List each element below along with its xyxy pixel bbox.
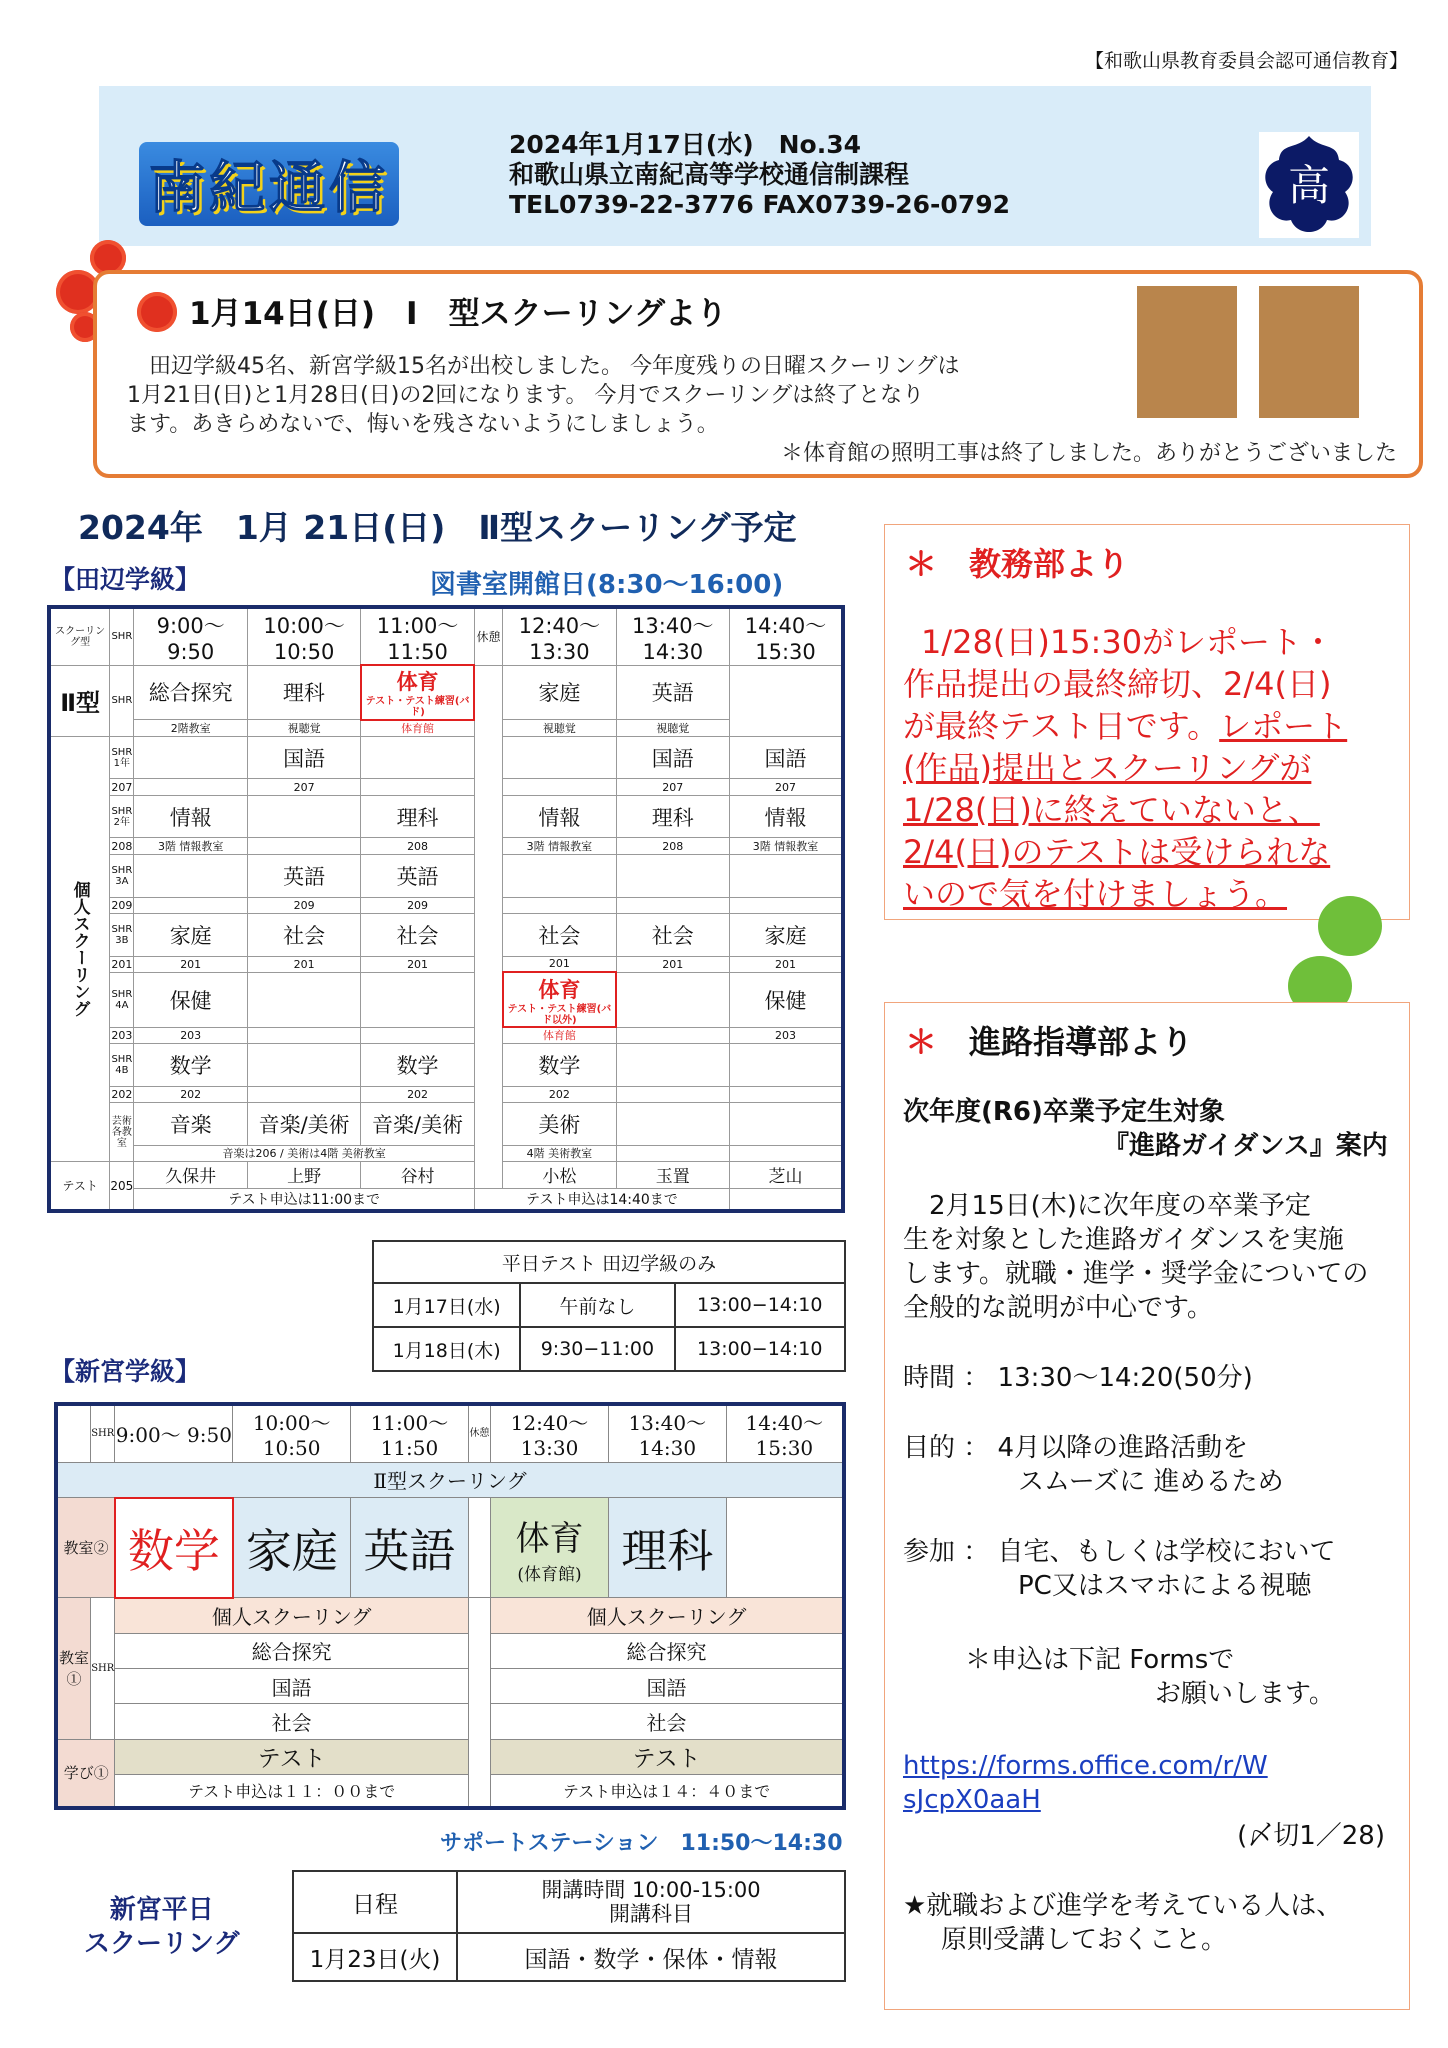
report-title: 1月14日(日) Ⅰ 型スクーリングより xyxy=(189,296,727,332)
forms-link[interactable]: https://forms.office.com/r/W sJcpX0aaH xyxy=(903,1751,1268,1815)
gym-photo xyxy=(1259,286,1359,418)
newsletter-logo: 南紀通信 xyxy=(139,142,399,226)
shingu-weekday-label: 新宮平日 スクーリング xyxy=(84,1895,240,1959)
issue-date: 2024年1月17日(水) No.34 xyxy=(509,130,862,159)
library-hours: 図書室開館日(8:30～16:00) xyxy=(430,570,784,600)
career-guidance-notice: ＊ 進路指導部より 次年度(R6)卒業予定生対象 『進路ガイダンス』案内 2月15日(木)に次年度の卒業予定 生を対象とした進路ガイダンスを実施 します。就職・進学・奨学金についての 全般的な説明が中心です。 時間 ： 13:30～14:20(50分) 目的 ： 4月以降の進路活動を スムーズに 進めるため 参加 ： 自宅、もしくは学校において PC又はスマホによる視聴 ＊申込は下記 Formsで お願いします。 https://forms.office.com/r/W sJcpX0aaH (〆切1／28) ★就職および進学を考えている人は、 原則受講しておくこと。 xyxy=(884,1002,1410,2010)
shingu-weekday-table: 日程 開講時間 10:00-15:00 開講科目 1月23日(火) 国語・数学・保体・情報 xyxy=(292,1870,846,1982)
tanabe-schedule-table: スクーリング型 SHR 9:00～ 9:50 10:00～ 10:50 11:00～ 11:50 休憩 12:40～ 13:30 13:40～ 14:30 14:40～ 15:30 Ⅱ型 SHR 総合探究 理科 体育 テスト・テスト練習(バド) 家庭 英語 2階教室 視聴覚 体育館 視聴覚 視聴覚 個人スクーリング SHR 1年 国語 国語 国語 207 207 207 207 SHR 2年 情報 理科 情報 理科 情報 208 3階 情報教室 208 3階 情報教室 208 3階 情報教室 SHR 3A 英語 英語 209 209 209 SHR 3B 家庭 社会 社会 社会 社会 家庭 201 201 201 201 201 201 201 SHR 4A 保健 体育 テスト・テスト練習(バド以外) 保健 203 203 体育館 203 SHR 4B 数学 数学 数学 202 202 202 202 芸術 各教室 音楽 音楽/美術 音楽/美術 美術 音楽は206 / 美術は4階 美術教室 4階 美術教室 テスト 205 久保井 上野 谷村 小松 玉置 芝山 テスト申込は11:00まで テスト申込は14:40まで xyxy=(47,605,845,1213)
header-info xyxy=(509,130,1010,220)
emblem-char: 高 xyxy=(1287,161,1331,210)
academic-affairs-notice: ＊ 教務部より 1/28(日)15:30がレポート・ 作品提出の最終締切、2/4(日) が最終テスト日です。レポート (作品)提出とスクーリングが 1/28(日)に終えていないと、 2/4(日)のテストは受けられな いので気を付けましょう。 xyxy=(884,524,1410,920)
contact-numbers: TEL0739-22-3776 FAX0739-26-0792 xyxy=(509,190,1011,219)
certification-note: 【和歌山県教育委員会認可通信教育】 xyxy=(1084,50,1408,72)
tanabe-label: 【田辺学級】 xyxy=(50,565,201,594)
schedule-title: 2024年 1月 21日(日) Ⅱ型スクーリング予定 xyxy=(78,508,797,547)
school-emblem-icon xyxy=(1259,132,1359,238)
flower-icon xyxy=(137,292,177,332)
header-banner xyxy=(99,86,1371,246)
gym-photo xyxy=(1137,286,1237,418)
support-station-hours: サポートステーション 11:50～14:30 xyxy=(440,1831,843,1856)
report-body: 田辺学級45名、新宮学級15名が出校しました。 今年度残りの日曜スクーリングは 1月21日(日)と1月28日(日)の2回になります。 今月でスクーリングは終了となり ます。あきらめないで、悔いを残さないようにしましょう。 ＊体育館の照明工事は終了しました。ありがとうございました xyxy=(127,354,1397,466)
shingu-label: 【新宮学級】 xyxy=(50,1357,201,1386)
weekday-test-table: 平日テスト 田辺学級のみ 1月17日(水) 午前なし 13:00−14:10 1月18日(木) 9:30−11:00 13:00−14:10 xyxy=(372,1240,846,1372)
school-name: 和歌山県立南紀高等学校通信制課程 xyxy=(509,160,910,189)
shingu-schedule-table: SHR 9:00～ 9:50 10:00～ 10:50 11:00～ 11:50 休憩 12:40～ 13:30 13:40～ 14:30 14:40～ 15:30 Ⅱ型スクーリング 教室② 数学 家庭 英語 体育 (体育館) 理科 教室① SHR 個人スクーリング 個人スクーリング 総合探究 総合探究 国語 国語 社会 社会 学び① テスト テスト テスト申込は１１：００まで テスト申込は１４：４０まで xyxy=(54,1402,846,1810)
schooling-report-box xyxy=(93,270,1423,478)
